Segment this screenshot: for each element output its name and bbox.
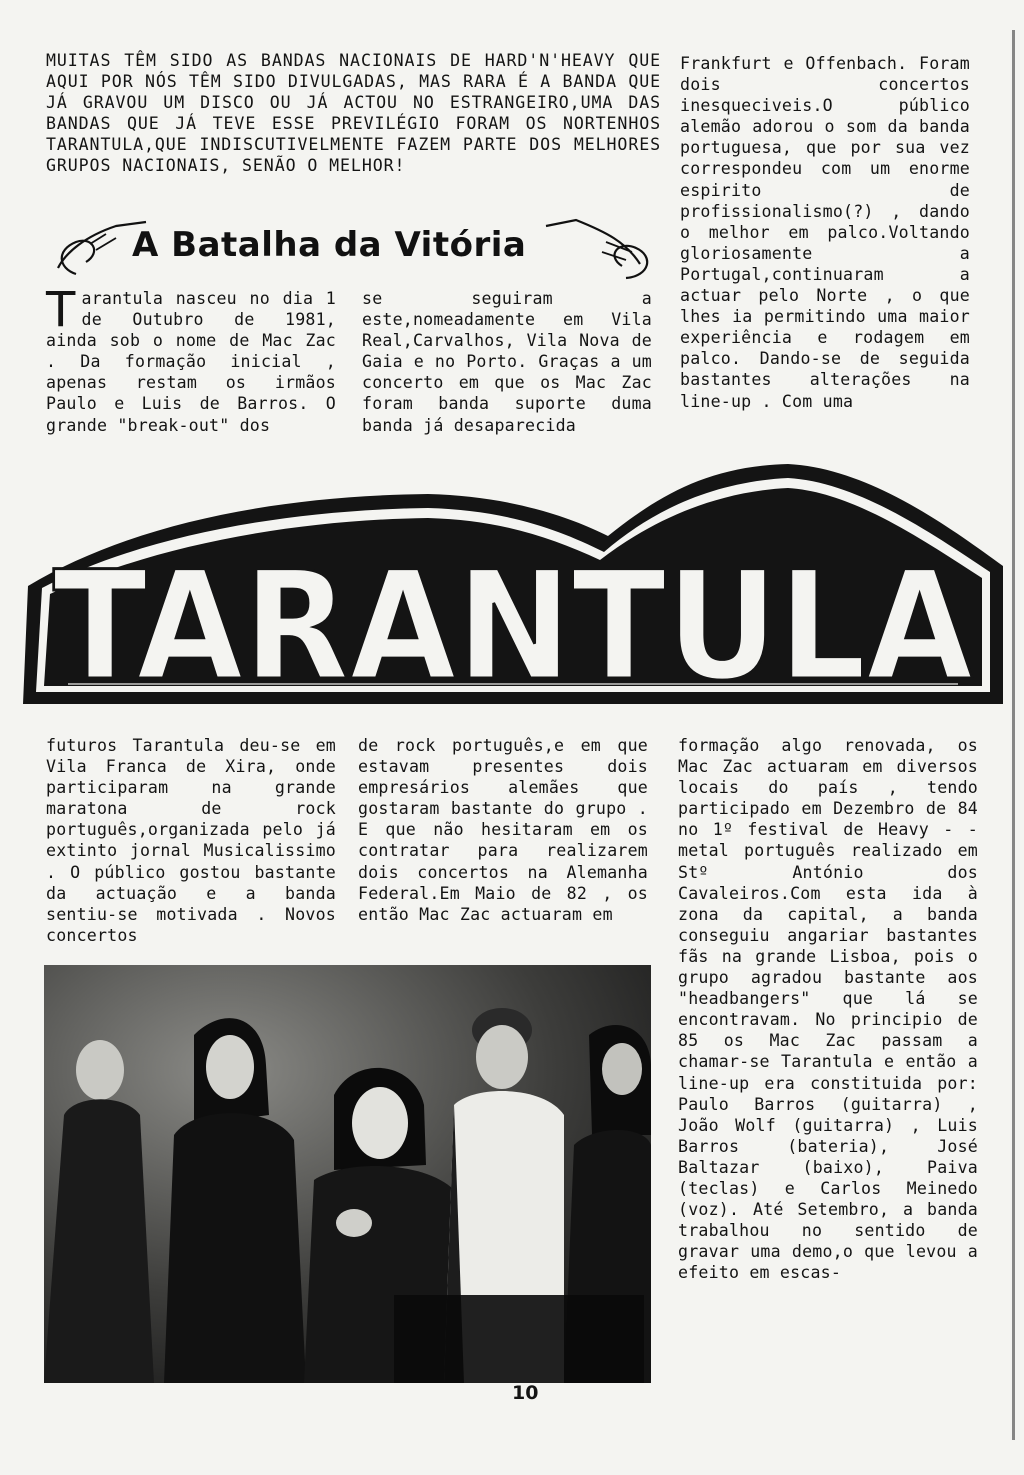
logo-text: TARANTULA xyxy=(53,540,973,714)
logo-lettering xyxy=(53,540,973,714)
column-1-bottom: futuros Tarantula deu-se em Vila Franca de Xira, onde participaram na grande maratona de rock português,organizada pelo já extinto jornal Musicalissimo . O público gostou bastante da actuação e a banda sentiu-se motivada . Novos concertos xyxy=(46,736,336,945)
headline-block xyxy=(46,212,666,284)
column-2-bottom: de rock português,e em que estavam presentes dois empresários alemães que gostaram bastante do grupo . E que não hesitaram em os contratar para realizarem dois concertos na Alemanha Federal.Em Maio de 82 , os então Mac Zac actuaram em xyxy=(358,736,648,924)
tarantula-logo xyxy=(8,456,1008,718)
column-3-bottom: formação algo renovada, os Mac Zac actuaram em diversos locais do país , tendo participado em Dezembro de 84 no 1º festival de Heavy - -metal português realizado em Stº António dos Cavaleiros.Com esta ida à zona da capital, a banda conseguiu angariar bastantes fãs na grande Lisboa, pois o grupo agradou bastante aos "headbangers" que lá se encontravam. No principio de 85 os Mac Zac passam a chamar-se Tarantula e então a line-up era constituida por: Paulo Barros (guitarra) , João Wolf (guitarra) , Luis Barros (bateria), José Baltazar (baixo), Paiva (teclas) e Carlos Meinedo (voz). Até Setembro, a banda trabalhou no sentido de gravar uma demo,o que levou a efeito em escas- xyxy=(678,736,978,1283)
column-1-top: T arantula nasceu no dia 1 de Outubro de 1981, ainda sob o nome de Mac Zac . Da formação inicial , apenas restam os irmãos Paulo e Luis de Barros. O grande "break-out" dos xyxy=(46,282,336,435)
page-number: 10 xyxy=(512,1382,539,1404)
band-photo xyxy=(44,965,651,1383)
band-photo-image xyxy=(44,965,651,1383)
page-edge-shadow xyxy=(1012,30,1015,1440)
drop-cap: T xyxy=(46,282,76,338)
column-3-top: Frankfurt e Offenbach. Foram dois concertos inesqueciveis.O público alemão adorou o som da banda portuguesa, que por sua vez correspondeu com um enorme espirito de profissionalismo(?) , dando o melhor em palco.Voltando gloriosamente a Portugal,continuaram a actuar pelo Norte , o que lhes ia permitindo uma maior experiência e rodagem em palco. Dando-se de seguida bastantes alterações na line-up . Com uma xyxy=(680,54,970,411)
intro-paragraph: MUITAS TÊM SIDO AS BANDAS NACIONAIS DE HARD'N'HEAVY QUE AQUI POR NÓS TÊM SIDO DIVULGADAS, MAS RARA É A BANDA QUE JÁ GRAVOU UM DISCO OU JÁ ACTOU NO ESTRANGEIRO,UMA DAS BANDAS QUE JÁ TEVE ESSE PREVILÉGIO FORAM OS NORTENHOS TARANTULA,QUE INDISCUTIVELMENTE FAZEM PARTE DOS MELHORES GRUPOS NACIONAIS, SENÃO O MELHOR! xyxy=(46,51,661,176)
column-2-top: se seguiram a este,nomeadamente em Vila Real,Carvalhos, Vila Nova de Gaia e no Porto. Graças a um concerto em que os Mac Zac foram banda suporte duma banda já desaparecida xyxy=(362,289,652,435)
headline-title: A Batalha da Vitória xyxy=(132,225,527,265)
